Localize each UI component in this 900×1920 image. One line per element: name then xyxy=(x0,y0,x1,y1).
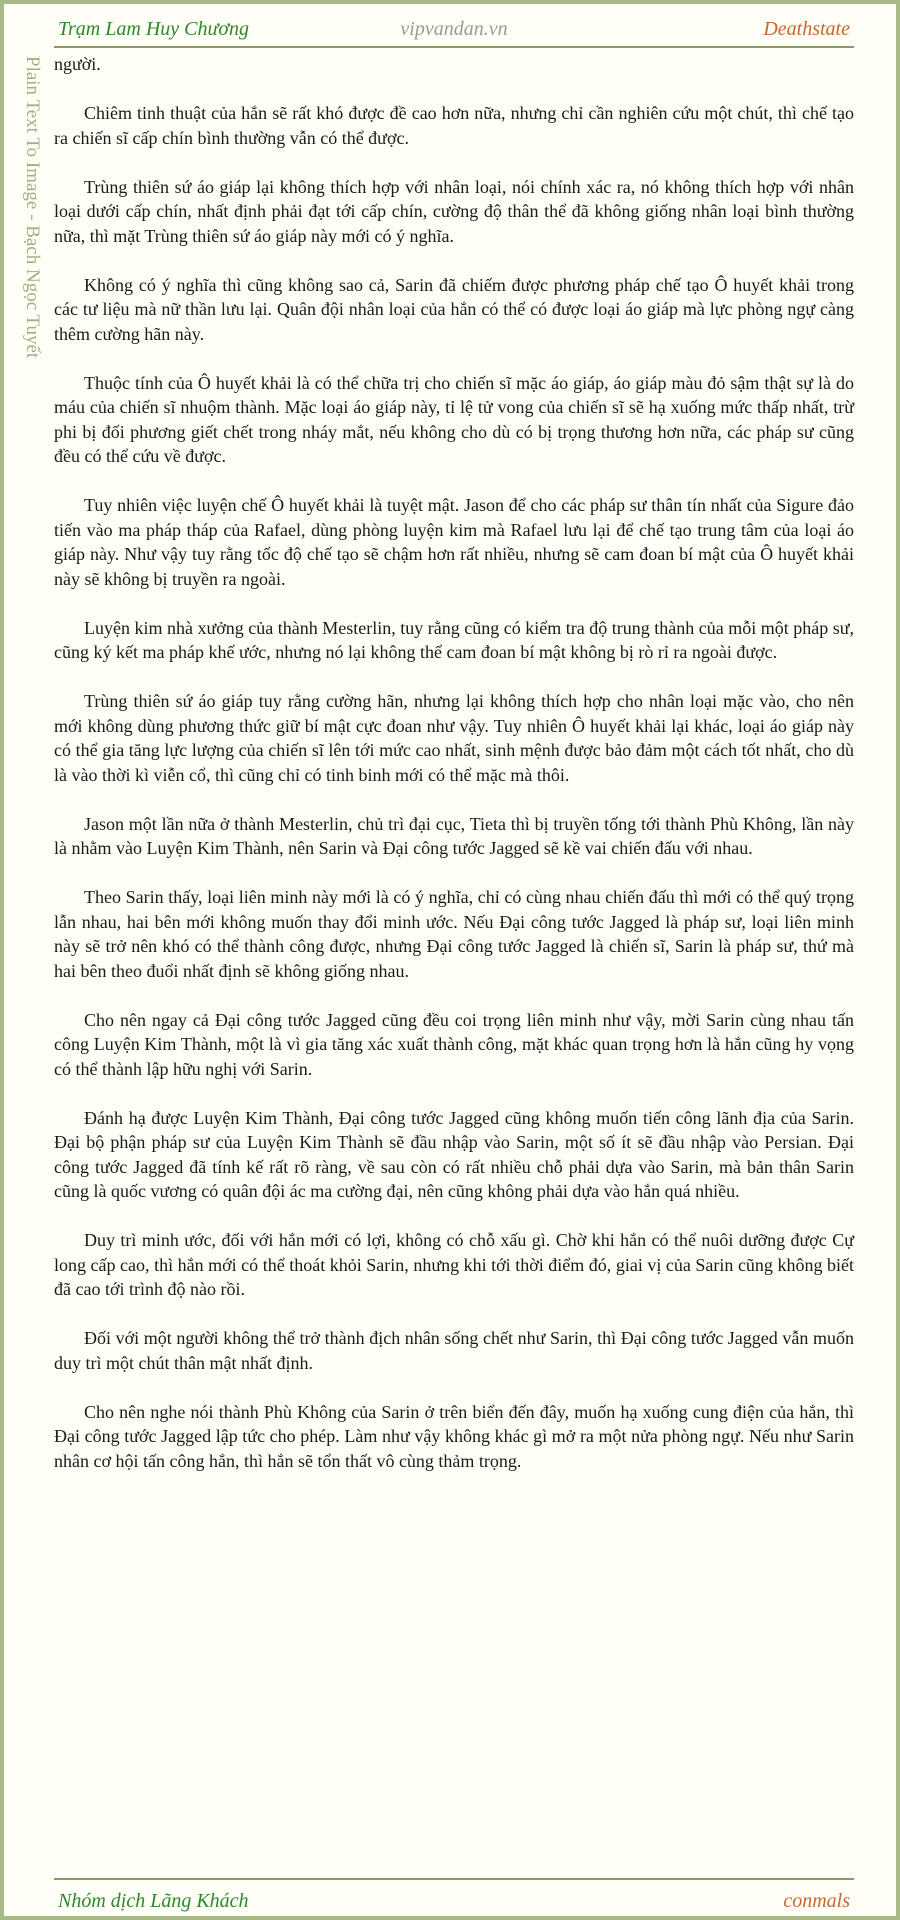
paragraph: Cho nên nghe nói thành Phù Không của Sarin ở trên biển đến đây, muốn hạ xuống cung điện của hắn, thì Đại công tước Jagged lập tức cho phép. Làm như vậy không khác gì mở ra một nửa phòng ngự. Nếu như Sarin nhân cơ hội tấn công hắn, thì hắn sẽ tổn thất vô cùng thảm trọng. xyxy=(54,1401,854,1471)
header-translator: Deathstate xyxy=(763,18,850,40)
paragraph: Theo Sarin thấy, loại liên minh này mới là có ý nghĩa, chỉ có cùng nhau chiến đấu thì mới có thể quý trọng lẫn nhau, hai bên mới không muốn thay đổi minh ước. Nếu Đại công tước Jagged là pháp sư, loại liên minh này sẽ trở nên khó có thể thành công được, nhưng Đại công tước Jagged là chiến sĩ, Sarin là pháp sư, thứ mà hai bên theo đuổi nhất định sẽ không giống nhau. xyxy=(54,887,854,981)
paragraph: Duy trì minh ước, đối với hắn mới có lợi, không có chỗ xấu gì. Chờ khi hắn có thể nuôi dưỡng được Cự long cấp cao, thì hắn mới có thể thoát khỏi Sarin, nhưng khi tới thời điểm đó, giai vị của Sarin cũng không biết đã cao tới trình độ nào rồi. xyxy=(54,1230,854,1299)
header-group-name: Trạm Lam Huy Chương xyxy=(58,18,250,40)
header-site-name: vipvandan.vn xyxy=(400,18,508,40)
footer-translation-group: Nhóm dịch Lãng Khách xyxy=(58,1890,249,1912)
story-text xyxy=(54,52,854,1498)
paragraph: Chiêm tinh thuật của hắn sẽ rất khó được đề cao hơn nữa, nhưng chỉ cần nghiên cứu một chút, thì chế tạo ra chiến sĩ cấp chín bình thường vẫn có thể được. xyxy=(54,103,854,148)
paragraph: Luyện kim nhà xưởng của thành Mesterlin, tuy rằng cũng có kiểm tra độ trung thành của mỗi một pháp sư, cũng ký kết ma pháp khế ước, nhưng nó lại không thể cam đoan bí mật không bị rò rỉ ra ngoài được. xyxy=(54,617,854,662)
paragraph: Jason một lần nữa ở thành Mesterlin, chủ trì đại cục, Tieta thì bị truyền tống tới thành Phù Không, lần này là nhằm vào Luyện Kim Thành, nên Sarin và Đại công tước Jagged sẽ kề vai chiến đấu với nhau. xyxy=(54,813,854,858)
paragraph: Cho nên ngay cả Đại công tước Jagged cũng đều coi trọng liên minh như vậy, mời Sarin cùng nhau tấn công Luyện Kim Thành, một là vì gia tăng xác xuất thành công, mặt khác quan trọng hơn là hắn cũng hy vọng có thể thành lập hữu nghị với Sarin. xyxy=(54,1009,854,1079)
paragraph: Trùng thiên sứ áo giáp lại không thích hợp với nhân loại, nói chính xác ra, nó không thích hợp với nhân loại dưới cấp chín, nhất định phải đạt tới cấp chín, cường độ thân thể đã không giống nhân loại bình thường nữa, thì mặt Trùng thiên sứ áo giáp này mới có ý nghĩa. xyxy=(54,176,854,246)
paragraph: Đối với một người không thể trở thành địch nhân sống chết như Sarin, thì Đại công tước Jagged vẫn muốn duy trì một chút thân mật nhất định. xyxy=(54,1328,854,1373)
paragraph: Tuy nhiên việc luyện chế Ô huyết khải là tuyệt mật. Jason để cho các pháp sư thân tín nhất của Sigure đảo tiến vào ma pháp tháp của Rafael, dùng phòng luyện kim mà Rafael lưu lại để chế tạo trung tâm của loại áo giáp này. Như vậy tuy rằng tốc độ chế tạo sẽ chậm hơn rất nhiều, nhưng sẽ cam đoan bí mật của Ô huyết khải này sẽ không bị truyền ra ngoài. xyxy=(54,495,854,589)
page xyxy=(4,4,896,1916)
paragraph: Không có ý nghĩa thì cũng không sao cả, Sarin đã chiếm được phương pháp chế tạo Ô huyết khải trong các tư liệu mà nữ thần lưu lại. Quân đội nhân loại của hắn có thể có được loại áo giáp mà lực phòng ngự càng thêm cường hãn này. xyxy=(54,274,854,344)
paragraph: Đánh hạ được Luyện Kim Thành, Đại công tước Jagged cũng không muốn tiến công lãnh địa của Sarin. Đại bộ phận pháp sư của Luyện Kim Thành sẽ đầu nhập vào Sarin, một số ít sẽ đầu nhập vào Persian. Đại công tước Jagged đã tính kế rất rõ ràng, về sau còn có rất nhiều chỗ phải dựa vào Sarin, mà bản thân Sarin cũng là quốc vương có quân đội ác ma cường đại, nên cũng không phải dựa vào hắn quá nhiều. xyxy=(54,1107,854,1201)
paragraph: Trùng thiên sứ áo giáp tuy rằng cường hãn, nhưng lại không thích hợp cho nhân loại mặc vào, cho nên mới không dùng phương thức giữ bí mật cực đoan như vậy. Tuy nhiên Ô huyết khải lại khác, loại áo giáp này có thể gia tăng lực lượng của chiến sĩ lên tới mức cao nhất, sinh mệnh được bảo đảm một cách tốt nhất, cho dù là vào thời kì viễn cổ, thì cũng chỉ có tinh binh mới có thể mặc mà thôi. xyxy=(54,691,854,785)
footer-editor: conmals xyxy=(783,1890,850,1912)
paragraph: người. xyxy=(54,54,101,74)
side-watermark: Plain Text To Image - Bạch Ngọc Tuyết xyxy=(22,56,43,359)
page-header xyxy=(54,10,854,48)
page-footer xyxy=(54,1878,854,1916)
paragraph: Thuộc tính của Ô huyết khải là có thể chữa trị cho chiến sĩ mặc áo giáp, áo giáp màu đỏ sậm thật sự là do máu của chiến sĩ nhuộm thành. Mặc loại áo giáp này, tỉ lệ tử vong của chiến sĩ sẽ hạ xuống mức thấp nhất, trừ phi bị đối phương giết chết trong nháy mắt, nếu không cho dù có bị trọng thương hơn nữa, các pháp sư cũng đều có thể cứu về được. xyxy=(54,372,854,466)
